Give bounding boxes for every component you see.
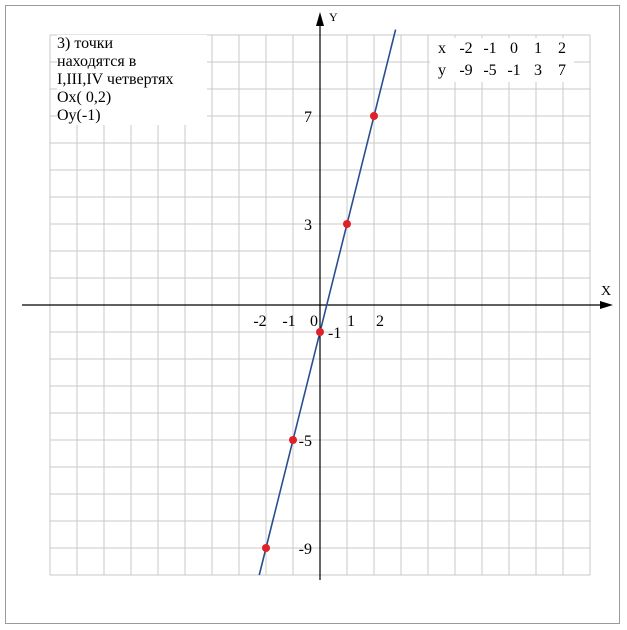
- data-point: [370, 112, 378, 120]
- y-axis-label: Y: [329, 10, 338, 24]
- value-table-x-cell: -1: [483, 40, 497, 57]
- x-tick-label: 0: [310, 313, 318, 330]
- plot-line-group: [259, 30, 395, 575]
- value-table-x-cell: -2: [459, 40, 473, 57]
- plot-line: [259, 30, 395, 575]
- y-tick-label: -5: [298, 433, 312, 450]
- x-tick-label: -2: [253, 313, 267, 330]
- y-tick-label: -1: [328, 325, 342, 342]
- value-table-y-cell: -1: [507, 62, 521, 79]
- value-table-y-cell: -5: [483, 62, 497, 79]
- value-table-y-cell: 3: [534, 62, 542, 79]
- x-tick-label: -1: [282, 313, 296, 330]
- solution-note: [57, 35, 207, 125]
- value-table-y-label: y: [438, 62, 446, 79]
- x-axis-label: X: [601, 284, 612, 299]
- value-table-y-cell: -9: [459, 62, 473, 79]
- y-tick-label: 3: [304, 217, 312, 234]
- x-axis-arrow: [600, 301, 613, 309]
- data-point: [289, 436, 297, 444]
- note-line-4: Ox( 0,2): [57, 89, 112, 106]
- note-line-1: 3) точки: [57, 35, 114, 52]
- value-table-x-cell: 2: [558, 40, 566, 57]
- data-point: [262, 544, 270, 552]
- y-axis-arrow: [316, 12, 324, 26]
- x-tick-label: 2: [376, 313, 384, 330]
- value-table-x-cell: 1: [534, 40, 542, 57]
- note-line-2: находятся в: [57, 53, 137, 70]
- value-table-y-row: [430, 60, 574, 82]
- y-tick-label: -9: [298, 541, 312, 558]
- value-table-y-cell: 7: [558, 62, 566, 79]
- value-table-x-cell: 0: [510, 40, 518, 57]
- value-table-x-row: [430, 38, 574, 60]
- data-point: [343, 220, 351, 228]
- y-tick-label: 7: [304, 109, 312, 126]
- note-line-3: I,III,IV четвертях: [57, 71, 174, 88]
- value-table-x-label: x: [438, 40, 446, 57]
- x-tick-label: 1: [347, 313, 355, 330]
- value-table: [430, 38, 574, 82]
- note-line-5: Oy(-1): [57, 107, 101, 124]
